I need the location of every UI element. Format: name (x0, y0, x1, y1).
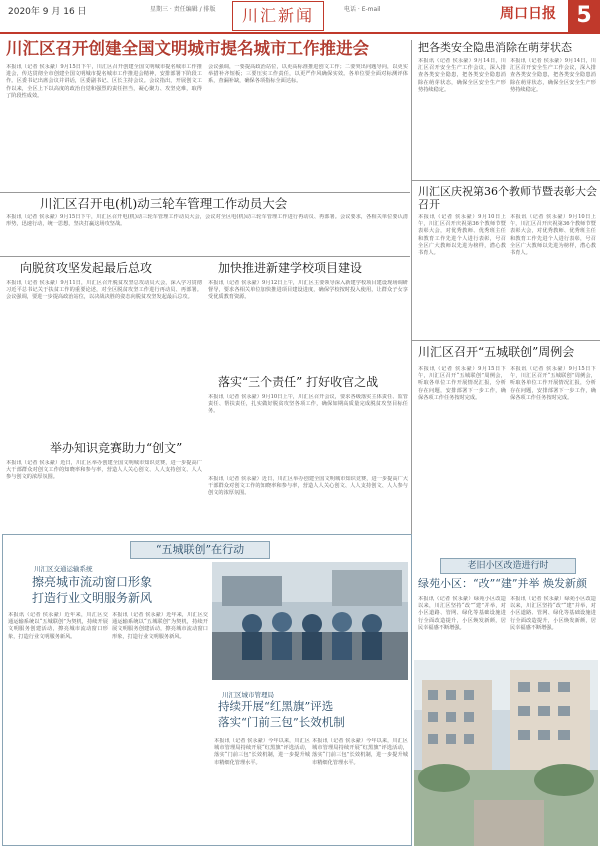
article-body: 会议强调，一要提高政治站位，以更高标准推进创文工作；二要突出问题导向，以更实举措补齐短板；三要压实工作责任，以更严作风确保实效。各单位要全面对标测评体系，查漏补缺，确保各项指标全面达标。 (208, 64, 408, 85)
contact-meta: 电话 · E-mail (344, 6, 381, 13)
article-body: 本报讯（记者 侯永豪）9月15日下午，川汇区召开“五城联创”周例会，听取各单位工作开展情况汇报，分析存在问题，安排部署下一步工作，确保各项工作任务按时完成。 (418, 366, 506, 401)
editor-meta: 星期三 · 责任编辑 / 排版 (150, 6, 216, 13)
article-body: 本报讯（记者 侯永豪）近年来，川汇区交通运输系统以“五城联创”为契机，持续开展文明服务创建活动，擦亮城市流动窗口形象，打造行业文明服务新风。 (112, 612, 208, 640)
masthead (0, 0, 600, 34)
headline-a9: 川汇区召开“五城联创”周例会 (418, 345, 575, 359)
headline-a6: 举办知识竞赛助力“创文” (50, 441, 183, 455)
box-b-column: 川汇区城市管理局 (222, 691, 274, 699)
article-body: 本报讯（记者 侯永豪）9月15日下午，川汇区召开创建全国文明城市提名城市工作推进会，传达贯彻全市创建全国文明城市提名城市工作推进会精神，安排部署下阶段工作。区委书记出席会议并讲话，区委副书记、区长主持会议。会议指出，开展创文工作以来，全区上下以高度的政治自觉和强烈的责任担当，凝心聚力、攻坚克难，取得了阶段性成效。 (6, 64, 202, 99)
article-body: 本报讯（记者 侯永豪）9月12日上午，川汇区主要领导深入新建学校项目建设现场调研督导，要求各相关单位加快推进项目建设进度，确保学校按时投入使用，让群众子女享受优质教育资源。 (208, 280, 408, 301)
section-divider (412, 180, 600, 181)
section-divider (0, 256, 410, 257)
headline-a8: 川汇区庆祝第36个教师节暨表彰大会召开 (418, 185, 597, 211)
headline-a4: 加快推进新建学校项目建设 (218, 261, 363, 275)
community-photo (414, 660, 598, 846)
headline-a1: 川汇区召开创建全国文明城市提名城市工作推进会 (6, 39, 369, 58)
article-body: 本报讯（记者 侯永豪）9月14日，川汇区召开安全生产工作会议，深入排查各类安全隐患，把各类安全隐患消除在萌芽状态，确保全区安全生产形势持续稳定。 (510, 58, 596, 93)
issue-date: 2020年 9 月 16 日 (8, 7, 87, 17)
article-body: 本报讯（记者 侯永豪）今年以来，川汇区城市管理局持续开展“红黑旗”评选活动，落实“门前三包”长效机制，进一步提升城市精细化管理水平。 (214, 738, 310, 766)
box-a-column: 川汇区交通运输系统 (34, 565, 93, 573)
box-a-title-1: 擦亮城市流动窗口形象 (32, 575, 153, 589)
headline-a3: 向脱贫攻坚发起最后总攻 (20, 261, 153, 275)
article-body: 本报讯（记者 侯永豪）今年以来，川汇区城市管理局持续开展“红黑旗”评选活动，落实“门前三包”长效机制，进一步提升城市精细化管理水平。 (312, 738, 408, 766)
article-body: 本报讯（记者 侯永豪）9月10日上午，川汇区召开会议，要求各级落实主体责任、监管责任、帮扶责任，扎实做好脱贫攻坚各项工作，确保如期高质量完成脱贫攻坚目标任务。 (208, 394, 408, 415)
section-divider (412, 340, 600, 341)
box-b-title-1: 持续开展“红黑旗”评选 (218, 699, 334, 713)
article-body: 本报讯（记者 侯永豪）绿苑小区改造以来，川汇区坚持“改”“建”并举，对小区道路、管网、绿化等基础设施进行全面改造提升，小区焕发新颜，居民幸福感不断增强。 (418, 596, 506, 631)
article-body: 本报讯（记者 侯永豪）近年来，川汇区交通运输系统以“五城联创”为契机，持续开展文明服务创建活动，擦亮城市流动窗口形象，打造行业文明服务新风。 (8, 612, 108, 640)
article-body: 本报讯（记者 侯永豪）9月10日上午，川汇区召开庆祝第36个教师节暨表彰大会，对优秀教师、优秀班主任和教育工作先进个人进行表彰，号召全区广大教师以先进为榜样，潜心教书育人。 (510, 214, 596, 257)
article-body: 本报讯（记者 侯永豪）9月10日上午，川汇区召开庆祝第36个教师节暨表彰大会，对优秀教师、优秀班主任和教育工作先进个人进行表彰，号召全区广大教师以先进为榜样，潜心教书育人。 (418, 214, 506, 257)
newspaper-logo: 周口日报 (500, 6, 556, 22)
article-body: 本报讯（记者 侯永豪）9月15日下午，川汇区召开电(机)动三轮车管理工作动员大会，会议对全区电(机)动三轮车管理工作进行再动员、再部署。会议要求，各相关单位要认清形势，迅速行动，统一思想，坚决打赢这场攻坚战。 (6, 214, 408, 228)
community-photo-art (414, 660, 598, 846)
article-body: 本报讯（记者 侯永豪）近日，川汇区举办创建全国文明城市知识竞赛，进一步提高广大干部群众对创文工作的知晓率和参与率，营造人人关心创文、人人支持创文、人人参与创文的浓厚氛围。 (6, 460, 202, 481)
box-a-title-2: 打造行业文明服务新风 (32, 591, 153, 605)
page-number: 5 (568, 0, 600, 32)
article-body: 本报讯（记者 侯永豪）近日，川汇区举办创建全国文明城市知识竞赛，进一步提高广大干部群众对创文工作的知晓率和参与率，营造人人关心创文、人人支持创文、人人参与创文的浓厚氛围。 (208, 476, 408, 497)
article-body: 本报讯（记者 侯永豪）9月11日，川汇区召开脱贫攻坚总攻动员大会，深入学习贯彻习近平总书记关于扶贫工作的重要论述，对全区脱贫攻坚工作进行再动员、再部署。会议强调，要进一步提高政治站位，以决战决胜的姿态向脱贫攻坚发起最后总攻。 (6, 280, 202, 301)
article-body: 本报讯（记者 侯永豪）9月15日下午，川汇区召开“五城联创”周例会，听取各单位工作开展情况汇报，分析存在问题，安排部署下一步工作，确保各项工作任务按时完成。 (510, 366, 596, 401)
banner-old-community: 老旧小区改造进行时 (440, 558, 576, 574)
box-b-title-2: 落实“门前三包”长效机制 (218, 715, 345, 729)
traffic-photo-art (212, 562, 408, 680)
article-body: 本报讯（记者 侯永豪）绿苑小区改造以来，川汇区坚持“改”“建”并举，对小区道路、管网、绿化等基础设施进行全面改造提升，小区焕发新颜，居民幸福感不断增强。 (510, 596, 596, 631)
box-c-title: 绿苑小区：“改”“建”并举 焕发新颜 (418, 577, 587, 590)
section-title: 川汇新闻 (232, 1, 324, 31)
headline-a2: 川汇区召开电(机)动三轮车管理工作动员大会 (40, 196, 288, 211)
article-body: 本报讯（记者 侯永豪）9月14日，川汇区召开安全生产工作会议，深入排查各类安全隐患，把各类安全隐患消除在萌芽状态，确保全区安全生产形势持续稳定。 (418, 58, 506, 93)
section-divider (0, 192, 410, 193)
special-banner-title: “五城联创”在行动 (130, 541, 270, 559)
headline-a5: 落实“三个责任” 打好收官之战 (218, 375, 379, 389)
column-divider (411, 40, 412, 610)
headline-a7: 把各类安全隐患消除在萌芽状态 (418, 41, 572, 54)
traffic-photo (212, 562, 408, 680)
